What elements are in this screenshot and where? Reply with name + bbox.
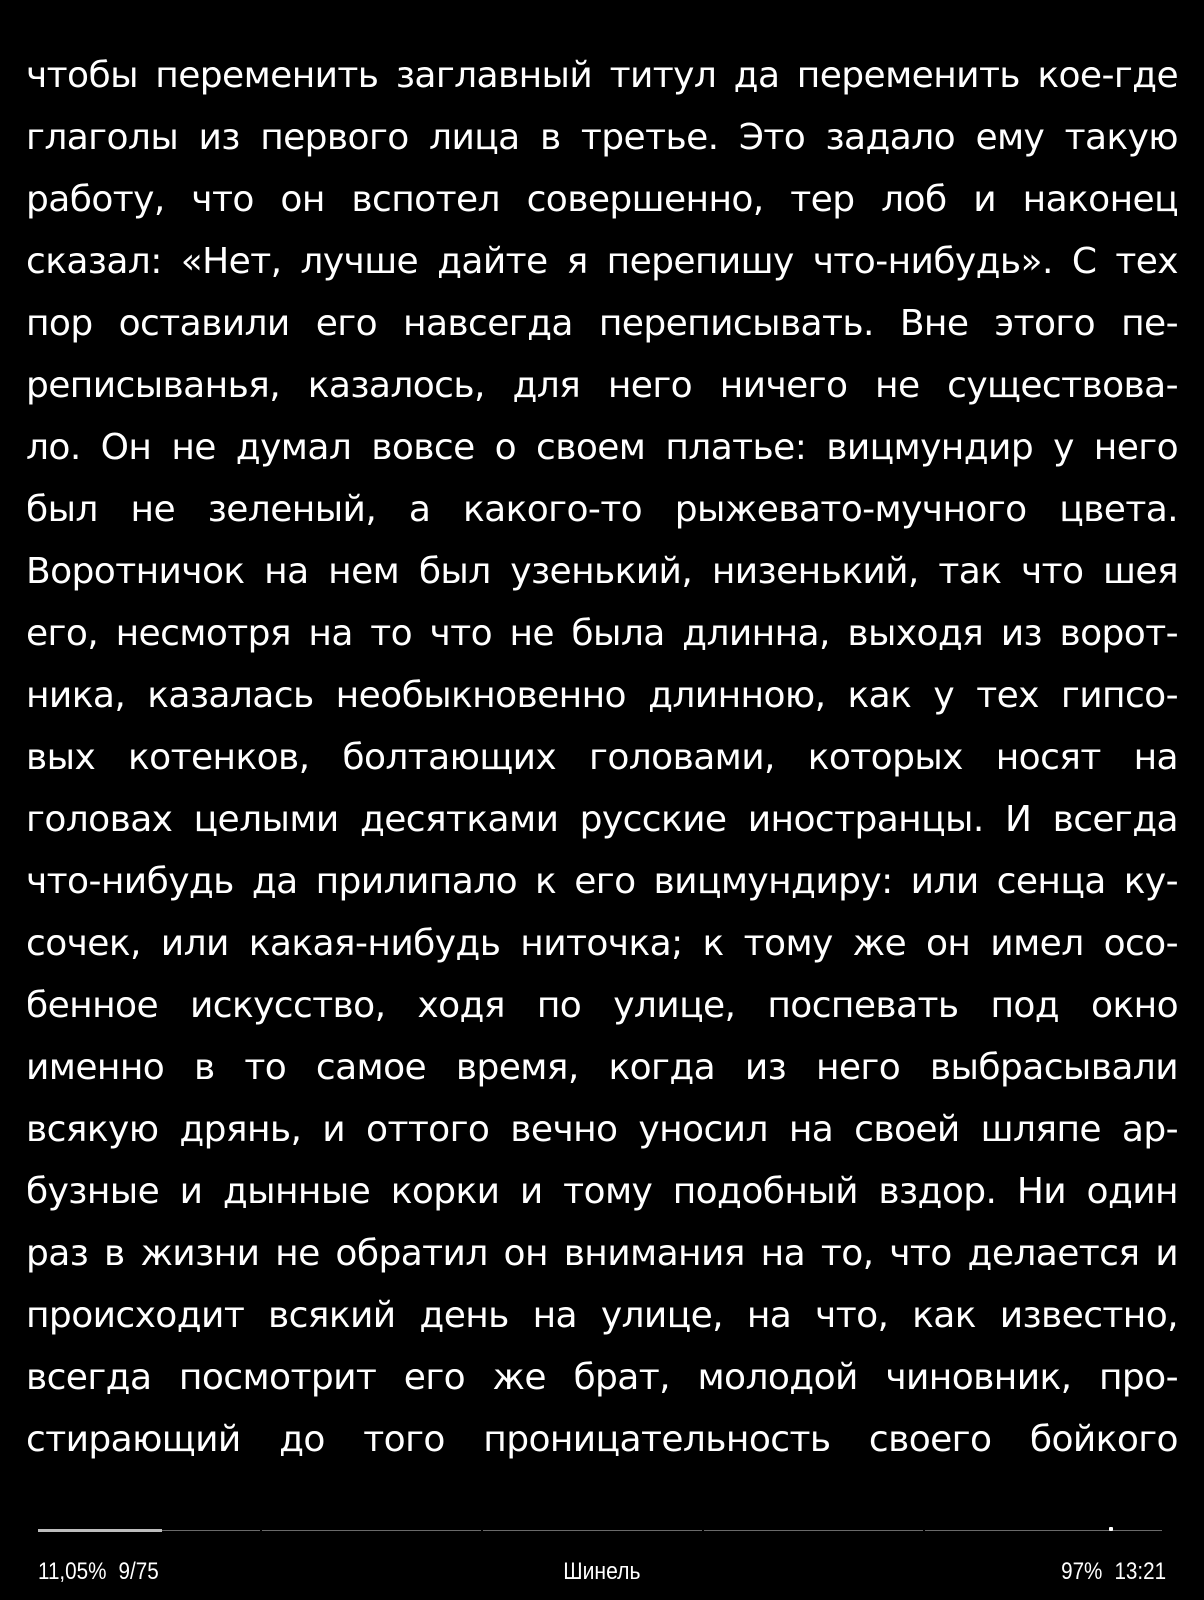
- text-line: сказал: «Нет, лучше дайте я перепишу что-нибудь». С тех: [26, 241, 1178, 282]
- text-line: чтобы переменить заглавный титул да переменить кое-где: [26, 55, 1178, 96]
- text-line: ло. Он не думал вовсе о своем платье: вицмундир у него: [26, 427, 1178, 468]
- text-line: ника, казалась необыкновенно длинною, как у тех гипсо-: [26, 675, 1178, 716]
- text-line: происходит всякий день на улице, на что, как известно,: [26, 1295, 1178, 1336]
- text-line: головах целыми десятками русские иностранцы. И всегда: [26, 799, 1178, 840]
- text-line: Воротничок на нем был узенький, низенький, так что шея: [26, 551, 1178, 592]
- page-counter: 9/75: [118, 1558, 159, 1585]
- text-line: его, несмотря на то что не была длинна, выходя из ворот-: [26, 613, 1178, 654]
- text-line: пор оставили его навсегда переписывать. Вне этого пе-: [26, 303, 1178, 344]
- progress-fill: [38, 1529, 162, 1532]
- text-line: что-нибудь да прилипало к его вицмундиру: или сенца ку-: [26, 861, 1178, 902]
- text-line: всегда посмотрит его же брат, молодой чиновник, про-: [26, 1357, 1178, 1398]
- battery-level: 97%: [1060, 1558, 1103, 1585]
- text-line: раз в жизни не обратил он внимания на то, что делается и: [26, 1233, 1178, 1274]
- chapter-marker: [481, 1528, 483, 1533]
- chapter-marker: [923, 1528, 925, 1533]
- text-line: был не зеленый, а какого-то рыжевато-мучного цвета.: [26, 489, 1178, 530]
- book-title: [0, 1558, 1204, 1586]
- text-line: реписыванья, казалось, для него ничего не существова-: [26, 365, 1178, 406]
- text-line: бузные и дынные корки и тому подобный вздор. Ни один: [26, 1171, 1178, 1212]
- progress-percent: 11,05%: [38, 1558, 107, 1585]
- clock: 13:21: [1114, 1558, 1166, 1585]
- text-line: работу, что он вспотел совершенно, тер лоб и наконец: [26, 179, 1178, 220]
- book-title-text: Шинель: [563, 1558, 641, 1585]
- chapter-marker: [260, 1528, 262, 1533]
- text-line: бенное искусство, ходя по улице, поспевать под окно: [26, 985, 1178, 1026]
- book-text: [26, 45, 1178, 1471]
- status-bar: [0, 1548, 1204, 1598]
- device-status: [1061, 1558, 1166, 1586]
- bookmark-marker: [1109, 1527, 1113, 1531]
- text-line: стирающий до того проницательность своего бойкого: [26, 1419, 1178, 1460]
- text-line: вых котенков, болтающих головами, которых носят на: [26, 737, 1178, 778]
- text-line: именно в то самое время, когда из него выбрасывали: [26, 1047, 1178, 1088]
- reading-progress-bar[interactable]: [38, 1530, 1162, 1531]
- text-line: глаголы из первого лица в третье. Это задало ему такую: [26, 117, 1178, 158]
- text-line: сочек, или какая-нибудь ниточка; к тому же он имел осо-: [26, 923, 1178, 964]
- chapter-marker: [702, 1528, 704, 1533]
- text-line: всякую дрянь, и оттого вечно уносил на своей шляпе ар-: [26, 1109, 1178, 1150]
